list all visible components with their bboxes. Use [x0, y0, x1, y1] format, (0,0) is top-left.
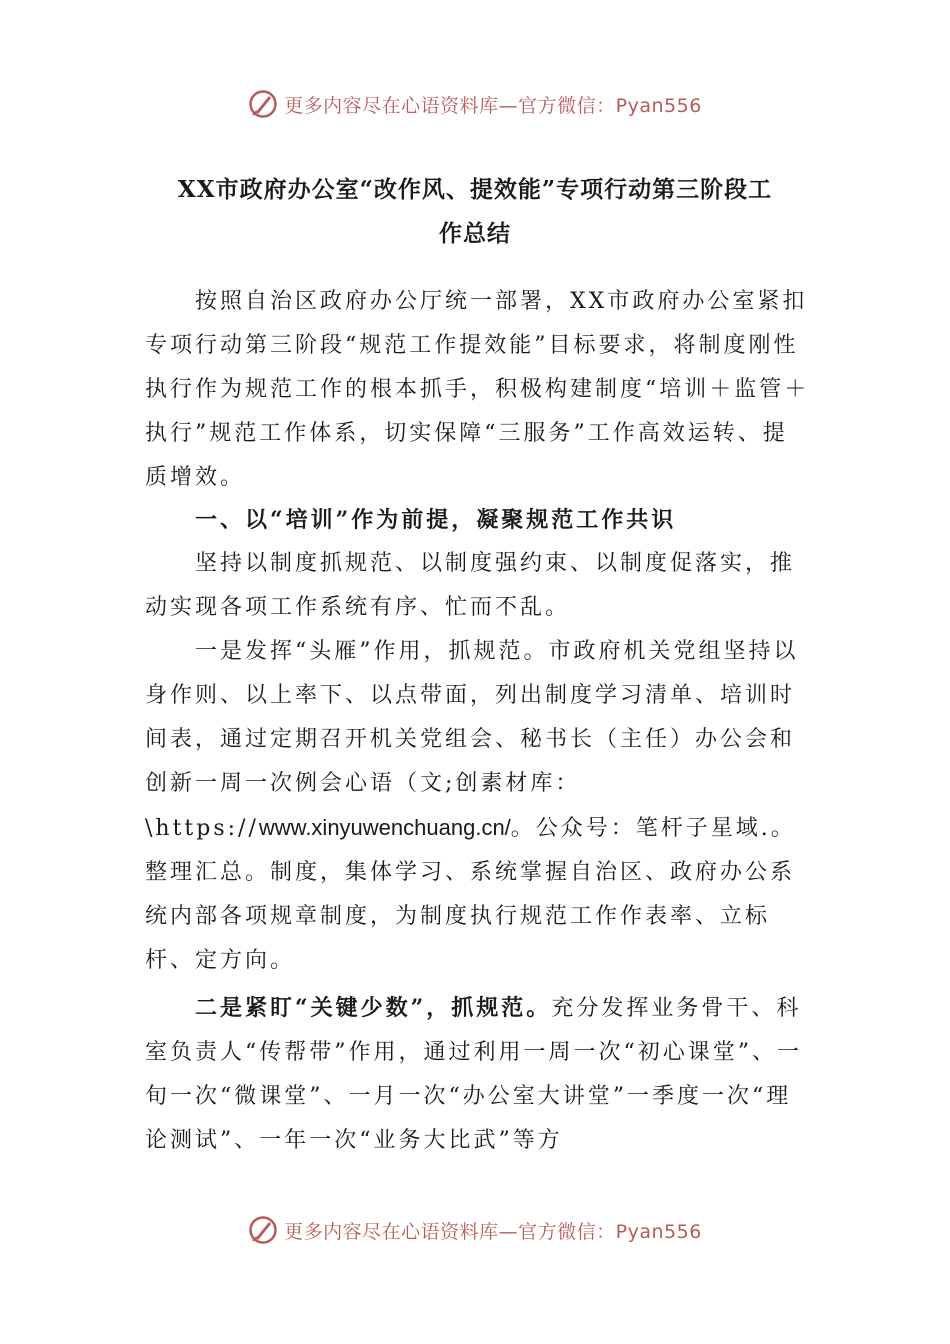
paragraph-1-text: 坚持以制度抓规范、以制度强约束、以制度促落实，推动实现各项工作系统有序、忙而不乱。 — [145, 551, 796, 620]
title-line-2: 作总结 — [439, 220, 511, 247]
heading-1-text: 一、以“培训”作为前提，凝聚规范工作共识 — [195, 507, 677, 533]
title-line-1: XX市政府办公室“改作风、提效能”专项行动第三阶段工 — [177, 176, 773, 203]
footer-banner — [0, 1210, 950, 1250]
source-url-link[interactable]: www.xinyuwenchuang.cn/ — [258, 815, 511, 840]
paragraph-3 — [145, 986, 810, 1163]
paragraph-2-text-b: 。公众号：笔杆子星域.。整理汇总。制度，集体学习、系统掌握自治区、政府办公系统内部各项规章制度，为制度执行规范工作作表率、立标杆、定方向。 — [145, 816, 796, 973]
section-heading-1 — [145, 498, 810, 542]
header-banner — [0, 84, 950, 124]
paragraph-2 — [145, 630, 810, 983]
paragraph-1 — [145, 542, 810, 630]
intro-text: 按照自治区政府办公厅统一部署，XX市政府办公室紧扣专项行动第三阶段“规范工作提效能”目标要求，将制度刚性执行作为规范工作的根本抓手，积极构建制度“培训＋监管＋执行”规范工作体系，切实保障“三服务”工作高效运转、提质增效。 — [145, 289, 810, 490]
quill-logo-icon — [248, 1215, 278, 1245]
banner-text: 更多内容尽在心语资料库—官方微信：Pyan556 — [284, 1220, 702, 1243]
intro-paragraph — [145, 280, 810, 500]
banner-text: 更多内容尽在心语资料库—官方微信：Pyan556 — [284, 94, 702, 117]
paragraph-3-bold-lead: 二是紧盯“关键少数”，抓规范。 — [195, 995, 552, 1021]
quill-logo-icon — [248, 89, 278, 119]
paragraph-3-text: 充分发挥业务骨干、科室负责人“传帮带”作用，通过利用一周一次“初心课堂”、一旬一次“微课堂”、一月一次“办公室大讲堂”一季度一次“理论测试”、一年一次“业务大比武”等方 — [145, 996, 802, 1153]
paragraph-2-text-a: 一是发挥“头雁”作用，抓规范。市政府机关党组坚持以身作则、以上率下、以点带面，列出制度学习清单、培训时间表，通过定期召开机关党组会、秘书长（主任）办公会和创新一周一次例会心语（文;创素材库：\https:// — [145, 639, 799, 841]
document-title — [145, 168, 805, 256]
